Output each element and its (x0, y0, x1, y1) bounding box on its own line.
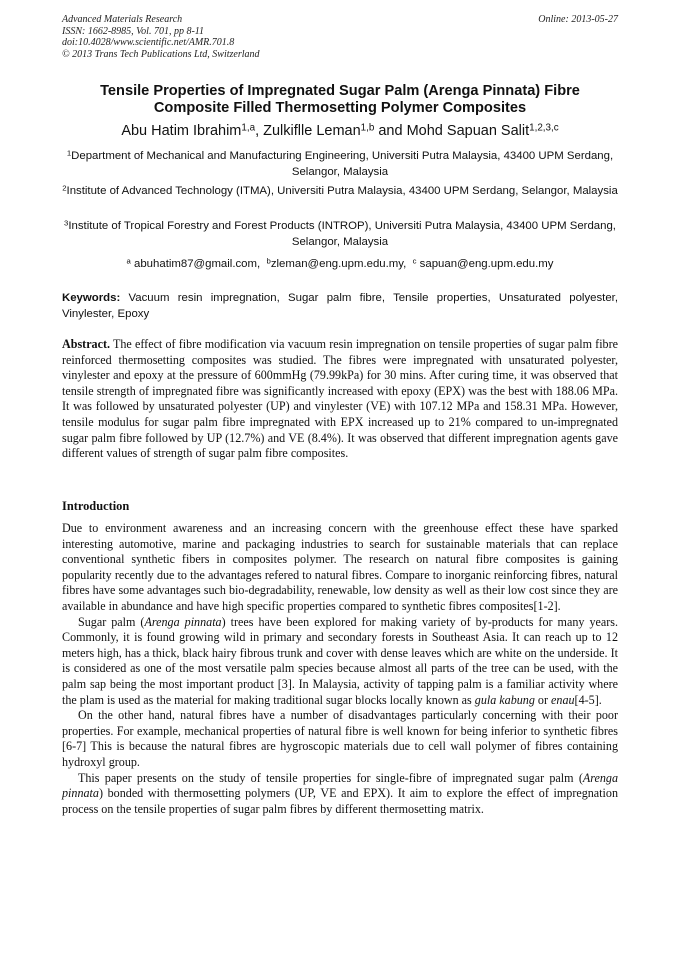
abstract-text: The effect of fibre modification via vacuum resin impregnation on tensile properties of sugar palm fibre reinforced thermosetting composites was studied. The fibres were impregnated with unsaturated polyester, vinylester and epoxy at the pressure of 600mmHg (79.99kPa) for 30 mins. After curing time, it was observed that tensile strength of impregnated fibre was significantly increased with epoxy (EPX) was the best with 188.06 MPa. It was followed by unsaturated polyester (UP) and vinylester (VE) with 107.12 MPa and 158.31 MPa. However, tensile modulus for sugar palm fibre impregnated with EPX increased up to 21% compared to un-impregnated sugar palm fibre followed by UP (12.7%) and VE (8.4%). It was observed that different impregnation agents gave different values of strength of sugar palm fibre composites. (62, 337, 618, 461)
affiliation-2-sup: 2 (62, 183, 67, 193)
intro-paragraph-2 (62, 615, 618, 709)
author-sep-1: , (255, 123, 264, 139)
author-2-name: Zulkiflle Leman (263, 123, 361, 139)
keywords-label: Keywords: (62, 292, 121, 304)
p2-italic-species: Arenga pinnata (144, 614, 222, 629)
abstract-label: Abstract. (62, 337, 111, 351)
copyright-line: © 2013 Trans Tech Publications Ltd, Switzerland (62, 48, 260, 60)
affiliation-2 (62, 183, 618, 199)
author-2-sup: 1,b (360, 122, 375, 134)
intro-paragraph-4 (62, 771, 618, 818)
title-line-2: Composite Filled Thermosetting Polymer Composites (153, 100, 527, 116)
affiliation-3-text: Institute of Tropical Forestry and Forest Products (INTROP), Universiti Putra Malaysia, 43400 UPM Serdang, Selangor, Malaysia (68, 220, 616, 248)
paper-title (62, 83, 618, 117)
affiliation-3 (62, 218, 618, 250)
affiliation-1-text: Department of Mechanical and Manufacturing Engineering, Universiti Putra Malaysia, 43400 UPM Serdang, Selangor, Malaysia (71, 150, 614, 178)
affiliation-2-text: Institute of Advanced Technology (ITMA), Universiti Putra Malaysia, 43400 UPM Serdang, Selangor, Malaysia (66, 185, 618, 197)
affiliation-1 (62, 148, 618, 180)
email-c-sup: c (412, 256, 417, 266)
intro-paragraph-3: On the other hand, natural fibres have a number of disadvantages particularly concerning with their poor properties. For example, mechanical properties of natural fibre is well known for being inferior to synthetic fibres [6-7] This is because the natural fibres are hygroscopic materials due to cell wall polymer of fibres containing hydroxyl group. (62, 708, 618, 769)
p2-text-d: [4-5]. (574, 692, 602, 707)
email-c[interactable]: sapuan@eng.upm.edu.my (419, 258, 554, 270)
keywords-text: Vacuum resin impregnation, Sugar palm fibre, Tensile properties, Unsaturated polyester, Vinylester, Epoxy (62, 292, 618, 320)
p2-text-b: ) trees have been explored for making variety of by-products for many years. Commonly, it is found growing wild in primary and secondary forests in Southeast Asia. It can reach up to 12 meters high, has a thick, black hairy fibrous trunk and cover with dense leaves which are white on the underside. It is considered as one of the most versatile palm species because almost all parts of the tree can be used, with the palm sap being the most important product [3]. In Malaysia, activity of tapping palm is a familiar activity where the plam is used as the material for making traditional sugar blocks locally known as (62, 614, 618, 707)
p2-text-c: or (534, 692, 552, 707)
online-date: Online: 2013-05-27 (538, 14, 618, 25)
introduction-body (62, 521, 618, 817)
author-3-sup: 1,2,3,c (529, 122, 559, 134)
keywords-block (62, 291, 618, 322)
p2-italic-enau: enau (551, 692, 575, 707)
affiliation-1-sup: 1 (66, 148, 72, 158)
email-a-sup: a (126, 256, 131, 266)
journal-name: Advanced Materials Research (62, 14, 183, 25)
author-sep-2: and (374, 123, 407, 139)
author-list (62, 123, 618, 140)
journal-header (62, 14, 618, 60)
intro-paragraph-1: Due to environment awareness and an increasing concern with the greenhouse effect these have sparked interesting automotive, marine and packaging industries to search for sustainable materials that can replace conventional synthetic fibers in composites polymer. The research on natural fibre composites is gaining popularity recently due to the advantages refered to natural fibres. Compare to inorganic reinforcing fibres, natural fibres have some advantages such bio-degradability, renewable, low density as well as their low cost since they are available in abundance and have high specific properties compared to synthetic fibres composites[1-2]. (62, 521, 618, 613)
email-a[interactable]: abuhatim87@gmail.com (134, 258, 258, 270)
email-b-sup: b (266, 256, 271, 266)
p2-text-a: Sugar palm ( (78, 614, 145, 629)
abstract-block (62, 337, 618, 462)
email-line: $^a$ abuhatim87@gmail.com, $^b$zleman@eng.upm.edu.my, $^c$ sapuan@eng.upm.edu.my (126, 256, 554, 270)
email-b[interactable]: zleman@eng.upm.edu.my (270, 258, 404, 270)
affiliation-3-sup: 3 (64, 218, 69, 228)
issn-line: ISSN: 1662-8985, Vol. 701, pp 8-11 (62, 25, 205, 37)
author-1-sup: 1,a (241, 122, 256, 134)
p4-italic-species: Arenga pinnata (62, 770, 618, 801)
author-1-name: Abu Hatim Ibrahim (121, 123, 242, 139)
doi-line: doi:10.4028/www.scientific.net/AMR.701.8 (62, 37, 235, 48)
p2-italic-gula-kabung: gula kabung (474, 692, 535, 707)
author-3-name: Mohd Sapuan Salit (406, 123, 530, 139)
title-line-1: Tensile Properties of Impregnated Sugar Palm (Arenga Pinnata) Fibre (100, 83, 580, 99)
introduction-heading: Introduction (62, 499, 130, 513)
p4-text-a: This paper presents on the study of tensile properties for single-fibre of impregnated sugar palm ( (78, 770, 583, 785)
p4-text-b: ) bonded with thermosetting polymers (UP, VE and EPX). It aim to explore the effect of impregnation process on the tensile properties of sugar palm fibres by different thermosetting matrix. (62, 786, 618, 816)
